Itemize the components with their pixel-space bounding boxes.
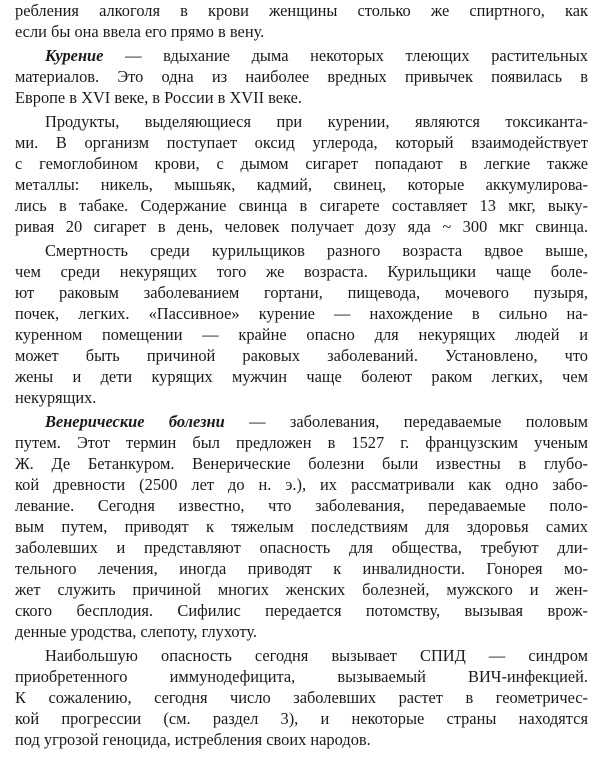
text-line xyxy=(15,411,588,432)
text-line: с гемоглобином крови, с дымом сигарет попадают в легкие также xyxy=(15,154,588,173)
text-line: Ж. Де Бетанкуром. Венерические болезни были известны в глубо- xyxy=(15,454,588,473)
paragraph-products xyxy=(15,111,588,237)
text-line: Смертность среди курильщиков разного возраста вдвое выше, xyxy=(45,241,588,260)
document-page xyxy=(15,0,588,750)
term-smoking: Курение xyxy=(45,46,104,65)
text-line: может быть причиной раковых заболеваний. Установлено, что xyxy=(15,346,588,365)
text-line: ребления алкоголя в крови женщины столько же спиртного, как xyxy=(15,1,588,20)
text-line: почек, легких. «Пассивное» курение — нахождение в сильно на- xyxy=(15,304,588,323)
paragraph-mortality xyxy=(15,240,588,408)
paragraph-intro xyxy=(15,0,588,42)
text-line: заболевших и представляют опасность для общества, требуют дли- xyxy=(15,538,588,557)
paragraph-aids xyxy=(15,645,588,750)
text-line: куренном помещении — крайне опасно для некурящих людей и xyxy=(15,325,588,344)
text-line: левание. Сегодня известно, что заболевания, передаваемые поло- xyxy=(15,496,588,515)
text-line: чем среди некурящих того же возраста. Курильщики чаще боле- xyxy=(15,262,588,281)
text-line: приобретенного иммунодефицита, вызываемый ВИЧ-инфекцией. xyxy=(15,667,588,686)
text-line: Продукты, выделяющиеся при курении, являются токсиканта- xyxy=(45,112,588,131)
text-line: материалов. Это одна из наиболее вредных привычек появилась в xyxy=(15,67,588,86)
text-line: ми. В организм поступает оксид углерода, который взаимодействует xyxy=(15,133,588,152)
paragraph-venereal xyxy=(15,411,588,642)
text-line: Наибольшую опасность сегодня вызывает СПИД — синдром xyxy=(45,646,588,665)
text-line xyxy=(15,45,588,66)
term-definition: — вдыхание дыма некоторых тлеющих растительных xyxy=(103,46,588,65)
text-line: ют раковым заболеванием гортани, пищевода, мочевого пузыря, xyxy=(15,283,588,302)
text-line: ского бесплодия. Сифилис передается потомству, вызывая врож- xyxy=(15,601,588,620)
text-line: некурящих. xyxy=(15,388,97,407)
term-venereal: Венерические болезни xyxy=(45,412,225,431)
text-line: лись в табаке. Содержание свинца в сигарете составляет 13 мкг, выку- xyxy=(15,196,588,215)
text-line: вым путем, приводят к тяжелым последствиям для здоровья самих xyxy=(15,517,588,536)
text-line: ривая 20 сигарет в день, человек получает дозу яда ~ 300 мкг свинца. xyxy=(15,217,588,236)
text-line: жены и дети курящих мужчин чаще болеют раком легких, чем xyxy=(15,367,588,386)
text-line: кой прогрессии (см. раздел 3), и некоторые страны находятся xyxy=(15,709,588,728)
text-line: жет служить причиной многих женских болезней, мужского и жен- xyxy=(15,580,588,599)
paragraph-smoking xyxy=(15,45,588,108)
text-line: путем. Этот термин был предложен в 1527 г. французским ученым xyxy=(15,433,588,452)
text-line: если бы она ввела его прямо в вену. xyxy=(15,22,265,41)
term-definition: — заболевания, передаваемые половым xyxy=(224,412,588,431)
text-line: Европе в XVI веке, в России в XVII веке. xyxy=(15,88,303,107)
text-line: металлы: никель, мышьяк, кадмий, свинец, которые аккумулирова- xyxy=(15,175,588,194)
text-line: под угрозой геноцида, истребления своих народов. xyxy=(15,730,371,749)
text-line: денные уродства, слепоту, глухоту. xyxy=(15,622,258,641)
text-line: тельного лечения, иногда приводят к инвалидности. Гонорея мо- xyxy=(15,559,588,578)
text-line: К сожалению, сегодня число заболевших растет в геометричес- xyxy=(15,688,588,707)
text-line: кой древности (2500 лет до н. э.), их рассматривали как одно забо- xyxy=(15,475,588,494)
